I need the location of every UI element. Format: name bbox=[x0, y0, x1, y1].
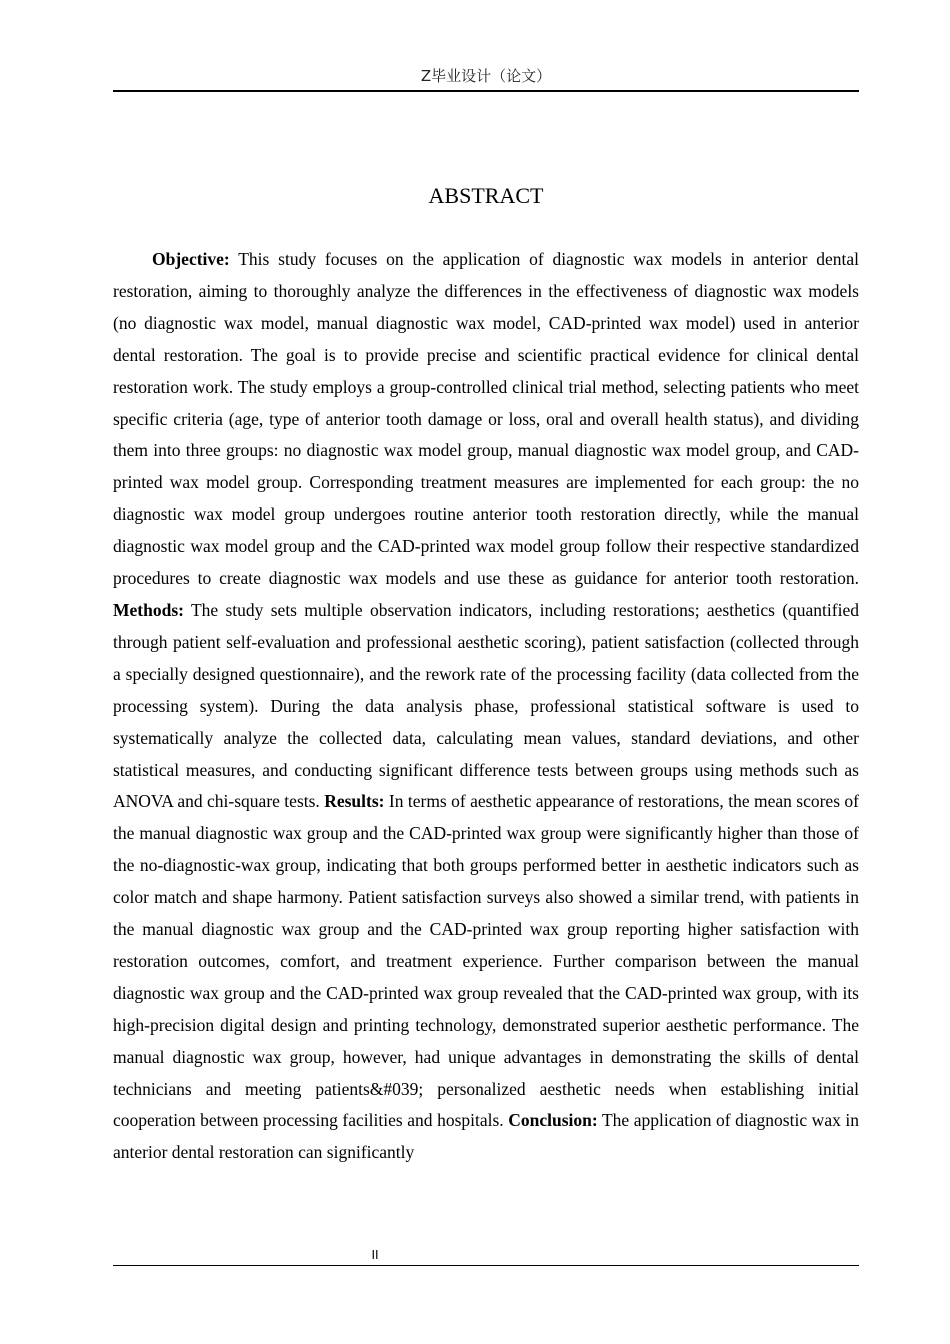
results-label: Results: bbox=[324, 791, 385, 812]
objective-text: This study focuses on the application of diagnostic wax models in anterior dental restoration, aiming to thoroughly analyze the differences in the effectiveness of diagnostic wax models (no diagnostic wax model, manual diagnostic wax model, CAD-printed wax model) used in anterior dental restoration. The goal is to provide precise and scientific practical evidence for clinical dental restoration work. The study employs a group-controlled clinical trial method, selecting patients who meet specific criteria (age, type of anterior tooth damage or loss, oral and overall health status), and dividing them into three groups: no diagnostic wax model group, manual diagnostic wax model group, and CAD-printed wax model group. Corresponding treatment measures are implemented for each group: the no diagnostic wax model group undergoes routine anterior tooth restoration directly, while the manual diagnostic wax model group and the CAD-printed wax model group follow their respective standardized procedures to create diagnostic wax models and use these as guidance for anterior tooth restoration. bbox=[113, 249, 859, 589]
conclusion-label: Conclusion: bbox=[508, 1110, 598, 1131]
methods-label: Methods: bbox=[113, 599, 184, 620]
abstract-heading: ABSTRACT bbox=[428, 183, 544, 208]
header-divider bbox=[113, 90, 859, 92]
results-text: In terms of aesthetic appearance of restorations, the mean scores of the manual diagnostic wax group and the CAD-printed wax group were significantly higher than those of the no-diagnostic-wax group, indicating that both groups performed better in aesthetic indicators such as color match and shape harmony. Patient satisfaction surveys also showed a similar trend, with patients in the manual diagnostic wax group and the CAD-printed wax group reporting higher satisfaction with restoration outcomes, comfort, and treatment experience. Further comparison between the manual diagnostic wax group and the CAD-printed wax group revealed that the CAD-printed wax group, with its high-precision digital design and printing technology, demonstrated superior aesthetic performance. The manual diagnostic wax group, however, had unique advantages in demonstrating the skills of dental technicians and meeting patients&#039; personalized aesthetic needs when establishing initial cooperation between processing facilities and hospitals. bbox=[113, 791, 859, 1131]
abstract-body bbox=[113, 244, 859, 1169]
footer-divider bbox=[113, 1265, 859, 1266]
methods-text: The study sets multiple observation indicators, including restorations; aesthetics (quantified through patient self-evaluation and professional aesthetic scoring), patient satisfaction (collected through a specially designed questionnaire), and the rework rate of the processing facility (data collected from the processing system). During the data analysis phase, professional statistical software is used to systematically analyze the collected data, calculating mean values, standard deviations, and other statistical measures, and conducting significant difference tests between groups using methods such as ANOVA and chi-square tests. bbox=[113, 599, 859, 812]
conclusion-text: The application of diagnostic wax in anterior dental restoration can significantly bbox=[113, 1110, 860, 1163]
running-header: Z毕业设计（论文） bbox=[420, 67, 552, 85]
page-number: II bbox=[371, 1248, 379, 1262]
objective-label: Objective: bbox=[152, 249, 230, 269]
